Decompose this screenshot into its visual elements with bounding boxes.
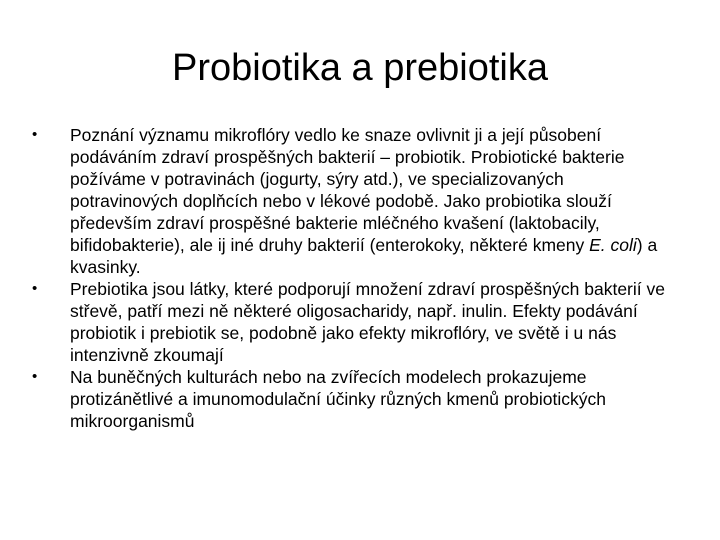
bullet-text: [70, 124, 672, 278]
bullet-item: [32, 278, 672, 366]
bullet-text-part: Poznání významu mikroflóry vedlo ke snaze ovlivnit ji a její působení podáváním zdraví prospěšných bakterií – probiotik. Probiotické bakterie požíváme v potravinách (jogurty, sýry atd.), ve specializovaných potravinových doplňcích nebo v lékové podobě. Jako probiotika slouží především zdraví prospěšné bakterie mléčného kvašení (laktobacily, bifidobakterie), ale ij iné druhy bakterií (enterokoky, některé kmeny: [70, 125, 625, 255]
bullet-icon: •: [32, 126, 38, 143]
bullet-item: [32, 366, 672, 432]
bullet-text-italic: E. coli: [589, 235, 637, 255]
bullet-text: Prebiotika jsou látky, které podporují množení zdraví prospěšných bakterií ve střevě, patří mezi ně některé oligosacharidy, např. inulin. Efekty podávání probiotik i prebiotik se, podobně jako efekty mikroflóry, ve světě i u nás intenzivně zkoumají: [70, 279, 665, 365]
bullet-text: Na buněčných kulturách nebo na zvířecích modelech prokazujeme protizánětlivé a imunomodulační účinky různých kmenů probiotických mikroorganismů: [70, 367, 606, 431]
bullet-icon: •: [32, 368, 38, 385]
slide-title: Probiotika a prebiotika: [172, 47, 548, 89]
bullet-icon: •: [32, 280, 38, 297]
bullet-text-part: ) a kvasinky.: [70, 235, 658, 277]
bullet-item: [32, 124, 672, 278]
bullet-list: [32, 124, 672, 432]
